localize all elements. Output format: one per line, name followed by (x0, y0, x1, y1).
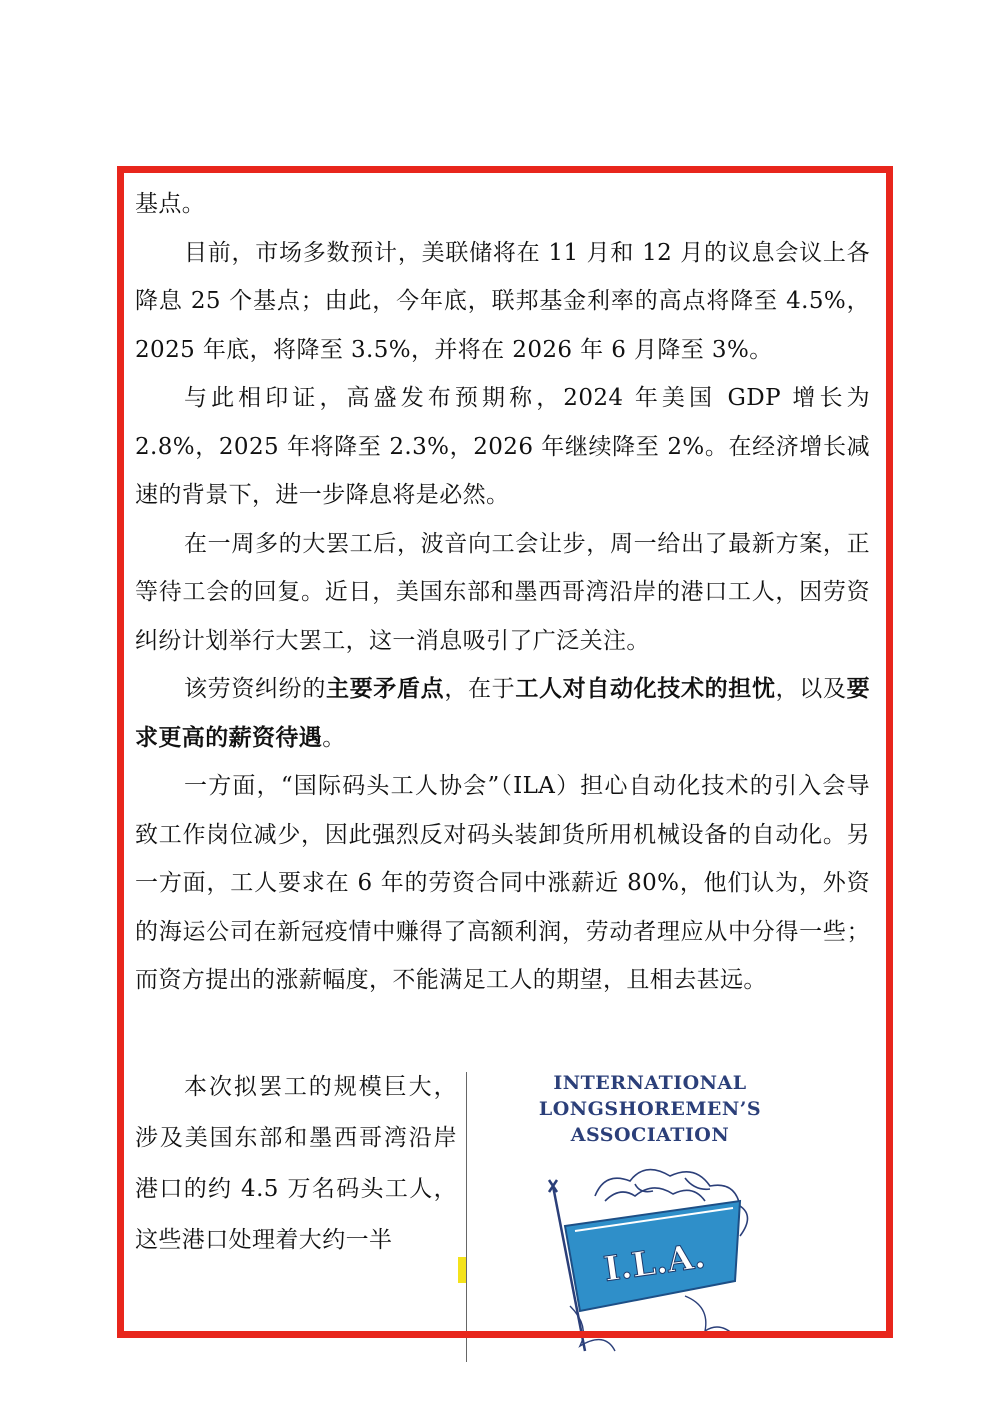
logo-line-3: ASSOCIATION (570, 1124, 730, 1146)
paragraph-1: 目前，市场多数预计，美联储将在 11 月和 12 月的议息会议上各降息 25 个基点；由此，今年底，联邦基金利率的高点将降至 4.5%，2025 年底，将降至 3.5%，并将在 2026 年 6 月降至 3%。 (135, 239, 870, 363)
column-divider (466, 1072, 467, 1362)
paragraph-0: 基点。 (135, 191, 206, 217)
paragraph-2: 与此相印证，高盛发布预期称，2024 年美国 GDP 增长为 2.8%，2025 年将降至 2.3%，2026 年继续降至 2%。在经济增长减速的背景下，进一步降息将是必然。 (135, 385, 870, 508)
text-with-logo (135, 1062, 870, 1362)
paragraph-4: 该劳资纠纷的主要矛盾点，在于工人对自动化技术的担忧，以及要求更高的薪资待遇。 (135, 675, 871, 751)
flag-text: I.L.A. (601, 1236, 708, 1290)
ila-flag-emblem (535, 1156, 765, 1356)
bold-phrase: 要求更高的薪资待遇 (135, 675, 871, 751)
bold-phrase: 工人对自动化技术的担忧 (515, 675, 776, 702)
paragraph-5: 一方面，“国际码头工人协会”（ILA）担心自动化技术的引入会导致工作岗位减少，因此强烈反对码头装卸货所用机械设备的自动化。另一方面，工人要求在 6 年的劳资合同中涨薪近 80%，他们认为，外资的海运公司在新冠疫情中赚得了高额利润，劳动者理应从中分得一些；而资方提出的涨薪幅度，不能满足工人的期望，且相去甚远。 (135, 773, 870, 993)
text-cursor-marker (458, 1257, 466, 1283)
side-paragraph: 本次拟罢工的规模巨大，涉及美国东部和墨西哥湾沿岸港口的约 4.5 万名码头工人，这些港口处理着大约一半 (135, 1074, 457, 1253)
paragraph-3: 在一周多的大罢工后，波音向工会让步，周一给出了最新方案，正等待工会的回复。近日，美国东部和墨西哥湾沿岸的港口工人，因劳资纠纷计划举行大罢工，这一消息吸引了广泛关注。 (135, 530, 870, 654)
logo-line-1: INTERNATIONAL (553, 1072, 747, 1094)
bold-phrase: 主要矛盾点 (325, 675, 445, 702)
side-text-column (135, 1062, 457, 1266)
article-body (135, 180, 870, 1005)
ila-logo (520, 1070, 780, 1360)
logo-line-2: LONGSHOREMEN’S (538, 1098, 762, 1120)
